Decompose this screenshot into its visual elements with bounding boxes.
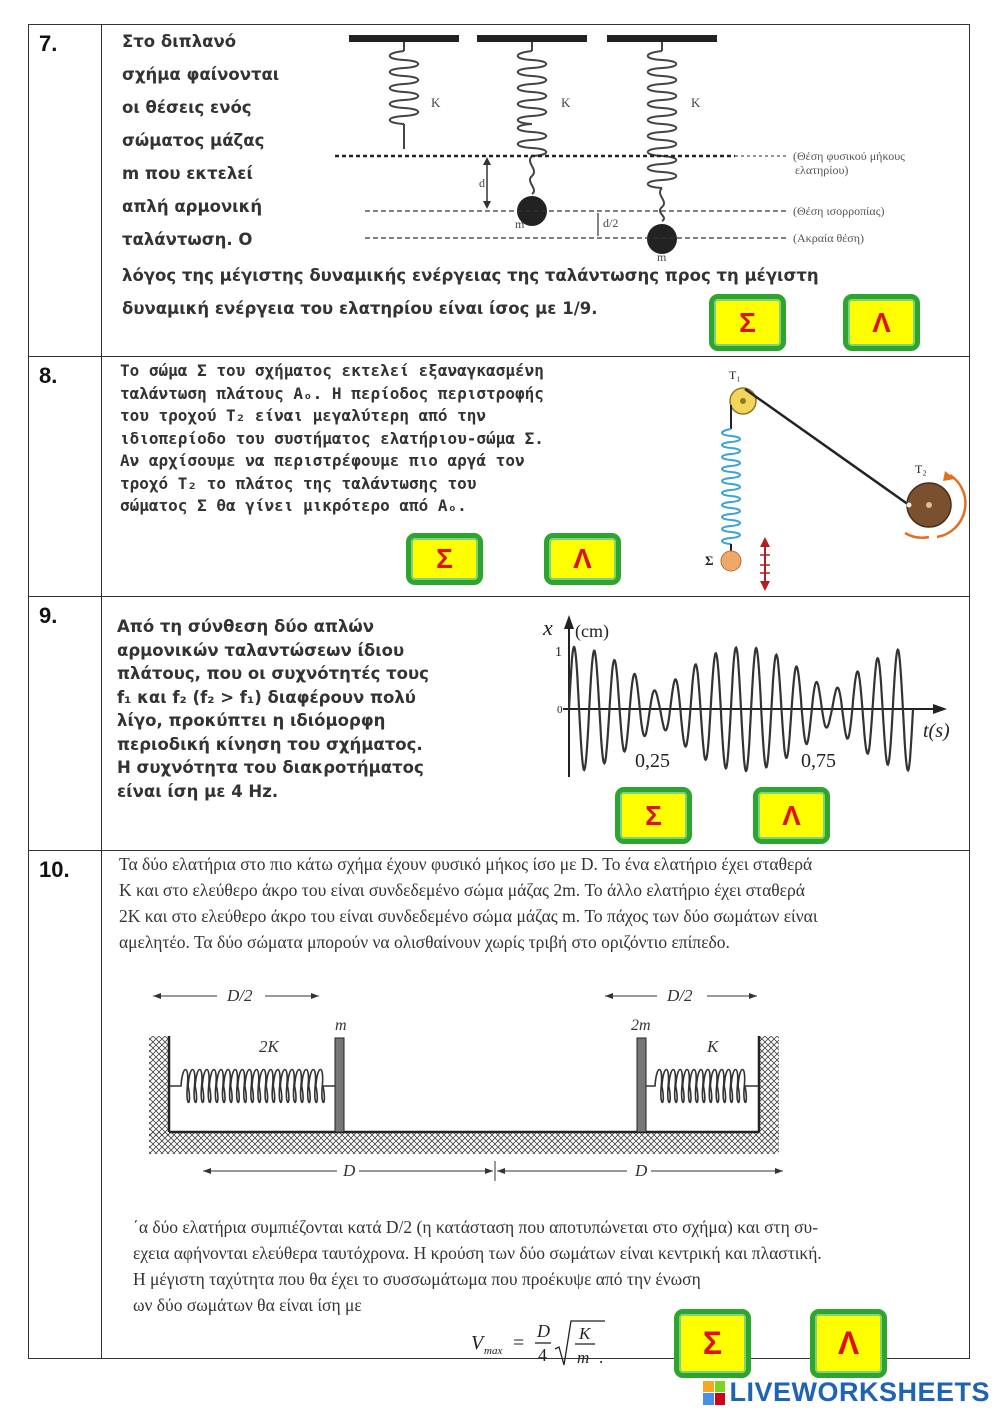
text-line: τροχό Τ₂ το πλάτος της ταλάντωσης του [120, 473, 477, 493]
question-number-cell [29, 357, 102, 596]
true-button[interactable]: Σ [615, 787, 692, 844]
text-line: πλάτους, που οι συχνότητές τους [117, 664, 429, 683]
question-number: 7. [39, 31, 58, 56]
text-line: οι θέσεις ενός [122, 98, 252, 117]
y-axis-unit: (cm) [575, 621, 609, 641]
question-10-intro [119, 851, 818, 955]
question-number: 8. [39, 363, 58, 388]
liveworksheets-logo-icon [703, 1381, 725, 1405]
text-line: Από τη σύνθεση δύο απλών [117, 617, 374, 636]
question-8-text [120, 360, 544, 518]
text-line: του τροχού Τ₂ είναι μεγαλύτερη από την [120, 406, 487, 425]
formula-v: V [471, 1332, 484, 1354]
two-springs-figure [147, 976, 807, 1191]
mass-m-label: m [335, 1017, 347, 1034]
false-button[interactable]: Λ [544, 533, 621, 585]
text-line: ων δύο σωμάτων θα είναι ίση με [133, 1295, 362, 1315]
question-number: 10. [39, 857, 70, 882]
legend-extreme: (Ακραία θέση) [793, 231, 865, 245]
question-number-cell [29, 25, 102, 356]
question-7-row [29, 25, 969, 357]
text-line: Στο διπλανό [122, 32, 237, 51]
d-label-left: D [343, 1161, 356, 1180]
text-line: σχήμα φαίνονται [122, 65, 280, 84]
half-d-label: d/2 [603, 216, 619, 230]
question-7-text [122, 25, 279, 256]
text-line: m που εκτελεί [122, 164, 253, 183]
mass-label: m [515, 217, 525, 231]
legend-equilibrium: (Θέση ισορροπίας) [793, 204, 885, 218]
question-9-row [29, 597, 969, 851]
formula-m: m [577, 1348, 590, 1367]
formula-k: K [579, 1324, 591, 1343]
x-axis-label: t(s) [923, 720, 950, 742]
text-line: f₁ και f₂ (f₂ > f₁) διαφέρουν πολύ [117, 687, 416, 707]
question-number-cell [29, 597, 102, 850]
x-tick-075: 0,75 [801, 750, 836, 772]
false-button[interactable]: Λ [810, 1309, 887, 1378]
vmax-formula [469, 1317, 629, 1377]
spring-constant-label: K [561, 95, 571, 110]
text-line: ταλάντωση. Ο [122, 230, 253, 249]
text-line: Αν αρχίσουμε να περιστρέφουμε πιο αργά τον [120, 451, 525, 470]
text-line: ταλάντωση πλάτους Αₒ. Η περίοδος περιστροφής [120, 383, 544, 403]
text-line: σώματος Σ θα γίνει μικρότερο από Αₒ. [120, 496, 467, 515]
text-line: σώματος μάζας [122, 131, 265, 150]
beat-graph [523, 605, 959, 777]
liveworksheets-logo [703, 1377, 990, 1408]
text-line: αμελητέο. Τα δύο σώματα μπορούν να ολισθαίνουν χωρίς τριβή στο οριζόντιο επίπεδο. [119, 932, 730, 952]
brand-name: LIVEWORKSHEETS [729, 1377, 990, 1407]
false-button[interactable]: Λ [753, 787, 830, 844]
spring-2k [169, 1070, 335, 1103]
question-9-text [117, 615, 429, 803]
formula-sub: max [484, 1345, 503, 1357]
half-d-label-left: D/2 [227, 986, 253, 1005]
pulley-t1-label: T₁ [729, 368, 741, 382]
half-d-label-right: D/2 [667, 986, 693, 1005]
y-axis-letter: x [543, 615, 553, 640]
question-10-row [29, 851, 969, 1367]
text-line: Η συχνότητα του διακροτήματος [117, 758, 424, 777]
true-button[interactable]: Σ [406, 533, 483, 585]
text-line: ιδιοπερίοδο του συστήματος ελατήριου-σώμα Σ. [120, 428, 544, 448]
true-button[interactable]: Σ [674, 1309, 751, 1378]
text-line: Η μέγιστη ταχύτητα που θα έχει το συσσωμάτωμα που προέκυψε από την ένωση [133, 1269, 701, 1289]
worksheet-table [28, 24, 970, 1367]
mass-label: m [657, 250, 667, 264]
text-line: απλή αρμονική [122, 197, 263, 216]
spring-k [646, 1070, 759, 1103]
spring-k-label: K [707, 1037, 719, 1056]
text-line: εχεια αφήνονται ελεύθερα ταυτόχρονα. Η κρούση των δύο σωμάτων είναι κεντρική και πλαστική. [133, 1243, 822, 1263]
spring-constant-label: K [431, 95, 441, 110]
text-line: K και στο ελεύθερο άκρο του είναι συνδεδεμένο σώμα μάζας 2m. Το άλλο ελατήριο έχει σταθερά [119, 880, 805, 900]
question-number: 9. [39, 603, 58, 628]
formula-equals: = [513, 1332, 525, 1354]
legend-natural-length-cont: ελατηρίου) [795, 163, 849, 177]
text-line: λόγος της μέγιστης δυναμικής ενέργειας της ταλάντωσης προς τη μέγιστη [122, 266, 819, 285]
y-tick-zero: 0 [557, 704, 563, 716]
text-line: ΄α δύο ελατήρια συμπιέζονται κατά D/2 (η κατάσταση που αποτυπώνεται στο σχήμα) και στη συ- [133, 1217, 819, 1237]
y-tick-one: 1 [555, 645, 562, 660]
legend-natural-length: (Θέση φυσικού μήκους [793, 149, 905, 163]
text-line: λίγο, προκύπτει η ιδιόμορφη [117, 711, 386, 730]
spring-2k-label: 2K [259, 1037, 279, 1056]
text-line: 2K και στο ελεύθερο άκρο του είναι συνδεδεμένο σώμα μάζας m. Το πάχος των δύο σωμάτων είναι [119, 906, 818, 926]
text-line: περιοδική κίνηση του σχήματος. [117, 734, 423, 754]
text-line: δυναμική ενέργεια του ελατηρίου είναι ίσος με 1/9. [122, 299, 598, 318]
d-label: d [479, 176, 485, 190]
text-line: Τα δύο ελατήρια στο πιο κάτω σχήμα έχουν φυσικό μήκος ίσο με D. Το ένα ελατήριο έχει σταθερά [119, 854, 813, 874]
false-button[interactable]: Λ [843, 294, 920, 351]
mass-2m-label: 2m [631, 1017, 651, 1034]
formula-numerator: D [537, 1321, 550, 1341]
forced-oscillation-figure [701, 365, 961, 595]
spring-positions-figure [335, 29, 955, 264]
body-label: Σ [705, 553, 714, 568]
spring-constant-label: K [691, 95, 701, 110]
formula-denominator: 4 [538, 1345, 547, 1365]
text-line: είναι ίση με 4 Hz. [117, 781, 279, 801]
x-tick-025: 0,25 [635, 750, 670, 772]
wheel-t2-label: T₂ [915, 462, 927, 476]
true-button[interactable]: Σ [709, 294, 786, 351]
question-10-outro [133, 1214, 822, 1318]
question-number-cell [29, 851, 102, 1358]
svg-text:.: . [599, 1348, 604, 1367]
question-8-row [29, 357, 969, 597]
d-label-right: D [635, 1161, 648, 1180]
text-line: Το σώμα Σ του σχήματος εκτελεί εξαναγκασμένη [120, 361, 544, 380]
text-line: αρμονικών ταλαντώσεων ίδιου [117, 640, 405, 660]
